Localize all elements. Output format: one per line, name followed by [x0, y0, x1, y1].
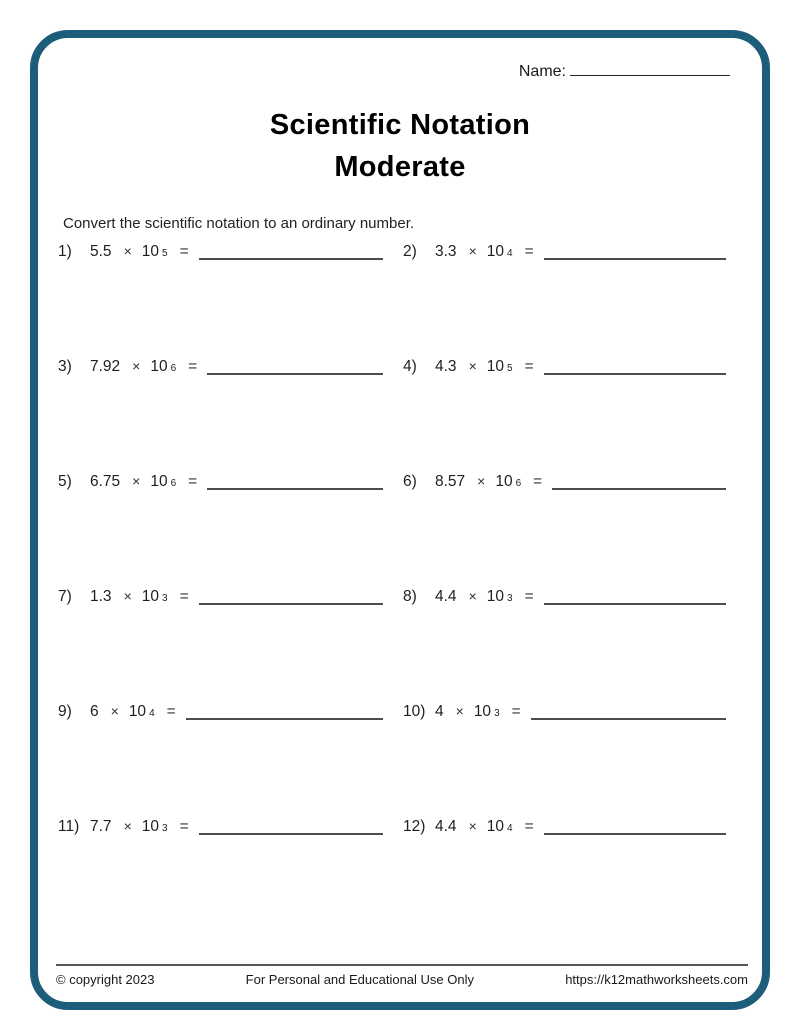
problem-7: 7) 1.3 × 10 3 = — [58, 588, 403, 703]
problem-number: 10) — [403, 703, 426, 720]
footer-usage-note: For Personal and Educational Use Only — [245, 972, 475, 987]
coefficient: 5.5 — [90, 243, 112, 260]
problem-4: 4) 4.3 × 10 5 = — [403, 358, 746, 473]
problem-number: 4) — [403, 358, 417, 375]
coefficient: 4.3 — [435, 358, 457, 375]
coefficient: 6 — [90, 703, 99, 720]
problem-number: 11) — [58, 818, 80, 835]
multiplication-sign: × — [468, 358, 477, 374]
multiplication-sign: × — [132, 358, 141, 374]
problem-2: 2) 3.3 × 10 4 = — [403, 243, 746, 358]
multiplication-sign: × — [123, 588, 132, 604]
equals-sign: = — [166, 703, 176, 720]
equals-sign: = — [179, 588, 189, 605]
base-ten: 10 — [141, 818, 159, 835]
equals-sign: = — [179, 818, 189, 835]
problem-11: 11) 7.7 × 10 3 = — [58, 818, 403, 933]
base-ten: 10 — [141, 588, 159, 605]
page-title-line2: Moderate — [334, 151, 466, 183]
name-field-row — [519, 60, 730, 81]
equals-sign: = — [524, 243, 534, 260]
equals-sign: = — [533, 473, 543, 490]
base-ten: 10 — [486, 818, 504, 835]
problem-number: 3) — [58, 358, 72, 375]
multiplication-sign: × — [110, 703, 119, 719]
base-ten: 10 — [150, 473, 168, 490]
answer-blank-line[interactable] — [199, 603, 383, 605]
equals-sign: = — [179, 243, 189, 260]
name-blank-line[interactable] — [570, 60, 730, 76]
answer-blank-line[interactable] — [199, 833, 383, 835]
multiplication-sign: × — [132, 473, 141, 489]
multiplication-sign: × — [468, 818, 477, 834]
page-title — [0, 104, 800, 188]
coefficient: 7.7 — [90, 818, 112, 835]
answer-blank-line[interactable] — [552, 488, 726, 490]
page-title-line1: Scientific Notation — [269, 109, 531, 141]
answer-blank-line[interactable] — [207, 373, 383, 375]
problem-number: 2) — [403, 243, 417, 260]
instruction-text: Convert the scientific notation to an ordinary number. — [63, 215, 415, 232]
equals-sign: = — [188, 358, 198, 375]
coefficient: 4.4 — [435, 818, 457, 835]
coefficient: 4 — [435, 703, 444, 720]
problem-1: 1) 5.5 × 10 5 = — [58, 243, 403, 358]
multiplication-sign: × — [123, 818, 132, 834]
answer-blank-line[interactable] — [199, 258, 383, 260]
problem-number: 6) — [403, 473, 417, 490]
base-ten: 10 — [495, 473, 513, 490]
problem-number: 5) — [58, 473, 72, 490]
footer-website-url: https://k12mathworksheets.com — [565, 972, 748, 987]
problem-9: 9) 6 × 10 4 = — [58, 703, 403, 818]
equals-sign: = — [188, 473, 198, 490]
equals-sign: = — [511, 703, 521, 720]
name-label: Name: — [518, 63, 566, 80]
base-ten: 10 — [473, 703, 492, 720]
answer-blank-line[interactable] — [544, 603, 726, 605]
multiplication-sign: × — [455, 703, 464, 719]
problem-number: 7) — [58, 588, 72, 605]
base-ten: 10 — [486, 358, 504, 375]
answer-blank-line[interactable] — [544, 373, 726, 375]
base-ten: 10 — [486, 588, 504, 605]
multiplication-sign: × — [123, 243, 132, 259]
coefficient: 8.57 — [435, 473, 466, 490]
equals-sign: = — [524, 818, 534, 835]
problem-10: 10) 4 × 10 3 = — [403, 703, 746, 818]
coefficient: 7.92 — [90, 358, 121, 375]
problem-5: 5) 6.75 × 10 6 = — [58, 473, 403, 588]
coefficient: 6.75 — [90, 473, 121, 490]
problem-number: 9) — [58, 703, 72, 720]
equals-sign: = — [524, 588, 534, 605]
answer-blank-line[interactable] — [207, 488, 383, 490]
coefficient: 1.3 — [90, 588, 112, 605]
answer-blank-line[interactable] — [544, 258, 726, 260]
problem-8: 8) 4.4 × 10 3 = — [403, 588, 746, 703]
coefficient: 4.4 — [435, 588, 457, 605]
problems-grid — [58, 243, 746, 933]
base-ten: 10 — [141, 243, 159, 260]
equals-sign: = — [524, 358, 534, 375]
coefficient: 3.3 — [435, 243, 457, 260]
multiplication-sign: × — [468, 588, 477, 604]
problem-3: 3) 7.92 × 10 6 = — [58, 358, 403, 473]
problem-number: 8) — [403, 588, 417, 605]
problem-number: 12) — [403, 818, 426, 835]
base-ten: 10 — [150, 358, 168, 375]
problem-12: 12) 4.4 × 10 4 = — [403, 818, 746, 933]
multiplication-sign: × — [477, 473, 486, 489]
multiplication-sign: × — [468, 243, 477, 259]
base-ten: 10 — [128, 703, 147, 720]
answer-blank-line[interactable] — [186, 718, 383, 720]
footer — [56, 972, 748, 987]
footer-divider — [56, 964, 748, 966]
problem-6: 6) 8.57 × 10 6 = — [403, 473, 746, 588]
footer-copyright: © copyright 2023 — [56, 972, 155, 987]
base-ten: 10 — [486, 243, 504, 260]
problem-number: 1) — [58, 243, 72, 260]
answer-blank-line[interactable] — [544, 833, 726, 835]
answer-blank-line[interactable] — [531, 718, 726, 720]
